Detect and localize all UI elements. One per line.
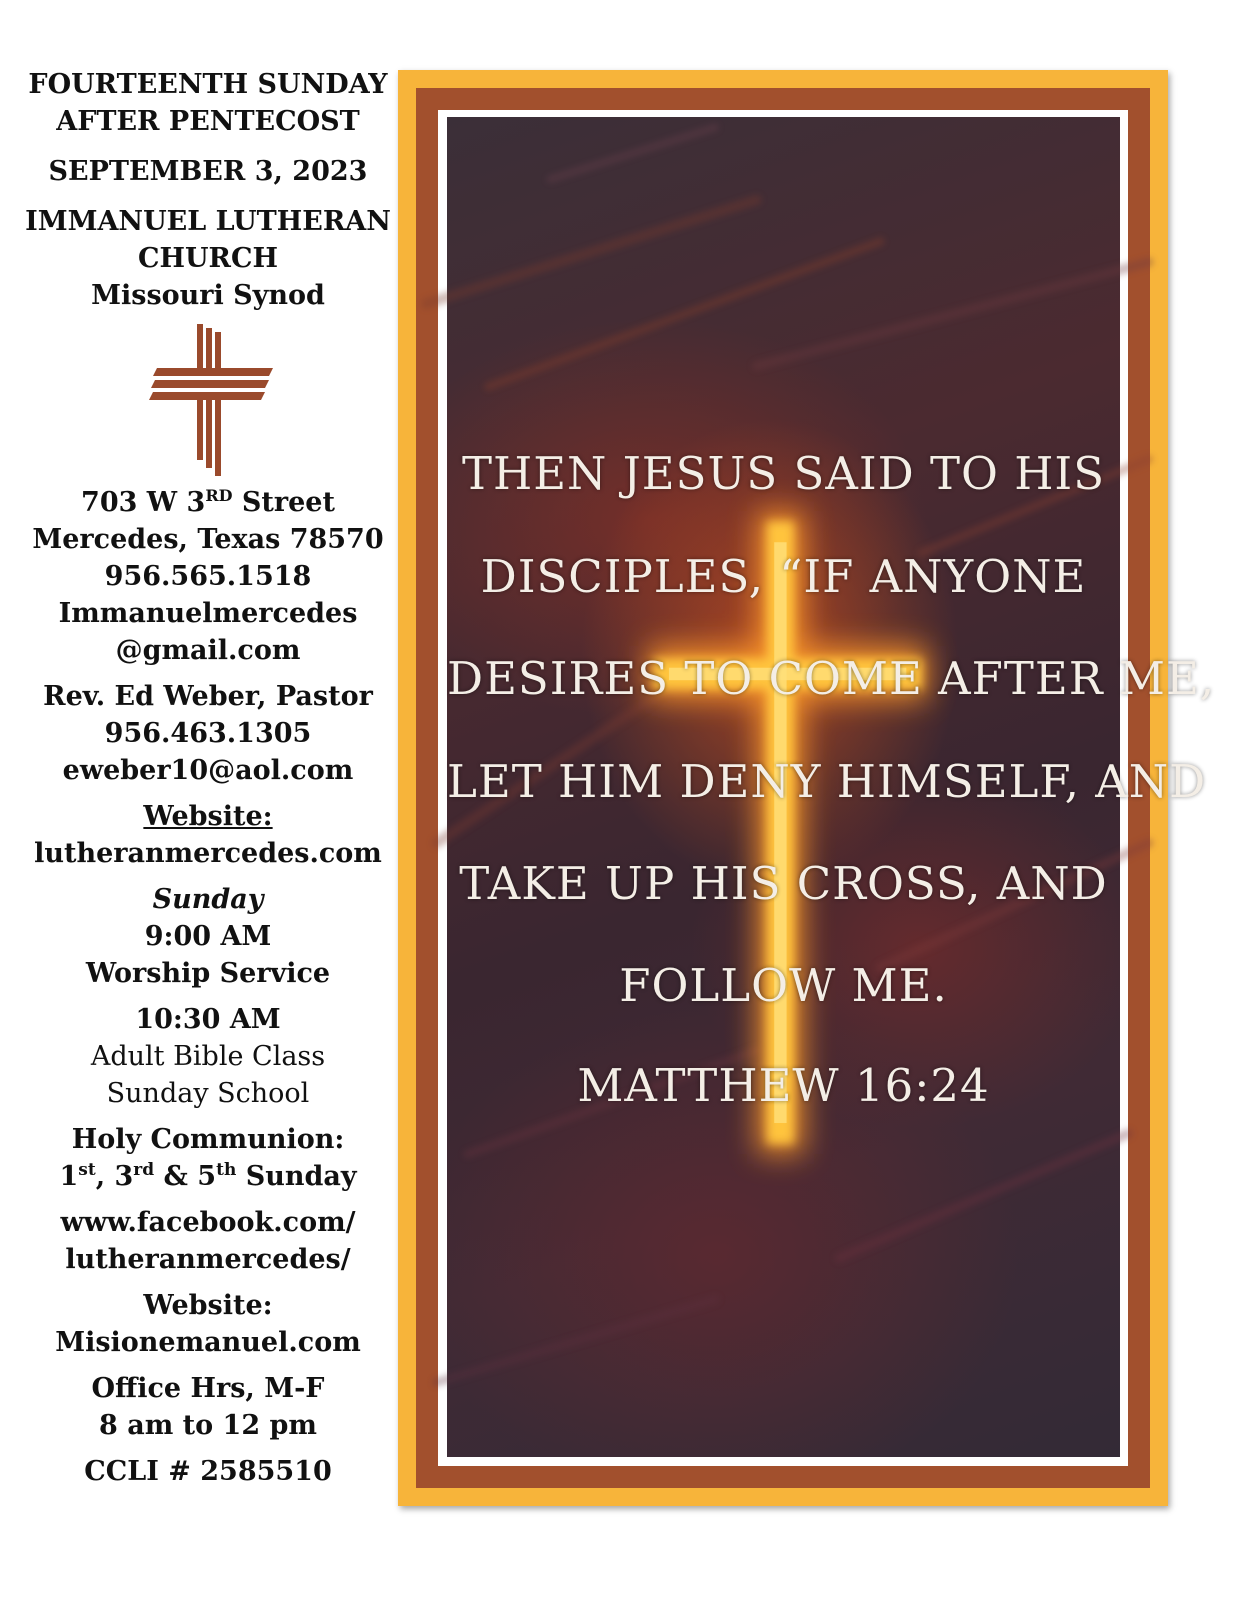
communion-first: 1 [59,1161,79,1192]
lcms-cross-icon [149,322,279,478]
verse-line2: DISCIPLES, “IF ANYONE [480,550,1087,603]
church-address [20,484,396,521]
communion-third: , 3 [95,1161,134,1192]
facebook-link-line1[interactable]: www.facebook.com/ [60,1207,356,1238]
address-street: Street [232,487,335,518]
communion-label: Holy Communion: [71,1124,345,1155]
service-date: SEPTEMBER 3, 2023 [48,156,368,187]
synod-name: Missouri Synod [91,280,325,311]
address-ordinal: RD [205,486,233,505]
bible-class-event: Adult Bible Class [90,1041,326,1072]
communion-sunday: Sunday [236,1161,357,1192]
ordinal-th: th [216,1160,237,1180]
website2-label: Website: [143,1290,273,1321]
bible-class-time: 10:30 AM [135,1004,281,1035]
ccli-number: CCLI # 2585510 [84,1456,332,1487]
ordinal-rd: rd [133,1160,155,1180]
church-email-line1[interactable]: Immanuelmercedes [58,598,358,629]
verse-line6: FOLLOW ME. [619,959,948,1012]
website-link[interactable]: lutheranmercedes.com [34,838,382,869]
ordinal-st: st [78,1160,96,1180]
occasion-title-line1: FOURTEENTH SUNDAY [28,69,388,100]
church-name-line1: IMMANUEL LUTHERAN [25,206,391,237]
verse-line5: TAKE UP HIS CROSS, AND [459,857,1108,910]
pastor-phone[interactable]: 956.463.1305 [104,718,312,749]
church-phone[interactable]: 956.565.1518 [104,561,312,592]
schedule-day: Sunday [152,884,264,915]
pastor-email[interactable]: eweber10@aol.com [62,755,354,786]
church-email-line2[interactable]: @gmail.com [115,635,301,666]
office-hours-time: 8 am to 12 pm [99,1410,317,1441]
church-city: Mercedes, Texas 78570 [32,524,384,555]
church-name-line2: CHURCH [138,243,278,274]
verse-line4: LET HIM DENY HIMSELF, AND [447,755,1207,808]
worship-event: Worship Service [85,958,331,989]
verse-reference: MATTHEW 16:24 [577,1059,990,1112]
website-label: Website: [143,801,273,832]
scripture-artwork [447,117,1216,1457]
office-hours-days: Office Hrs, M-F [91,1373,325,1404]
website2-link[interactable]: Misionemanuel.com [55,1327,361,1358]
verse-line3: DESIRES TO COME AFTER ME, [447,652,1216,705]
cover-frame-gold [398,70,1216,1506]
occasion-title-line2: AFTER PENTECOST [56,106,360,137]
sunday-school-event: Sunday School [106,1078,310,1109]
pastor-name: Rev. Ed Weber, Pastor [43,681,373,712]
communion-schedule [20,1158,396,1195]
communion-fifth: & 5 [154,1161,217,1192]
facebook-link-line2[interactable]: lutheranmercedes/ [65,1244,351,1275]
verse-line1: THEN JESUS SAID TO HIS [461,447,1106,500]
worship-time: 9:00 AM [144,921,272,952]
info-sidebar [20,66,396,1490]
address-number: 703 W 3 [81,487,206,518]
